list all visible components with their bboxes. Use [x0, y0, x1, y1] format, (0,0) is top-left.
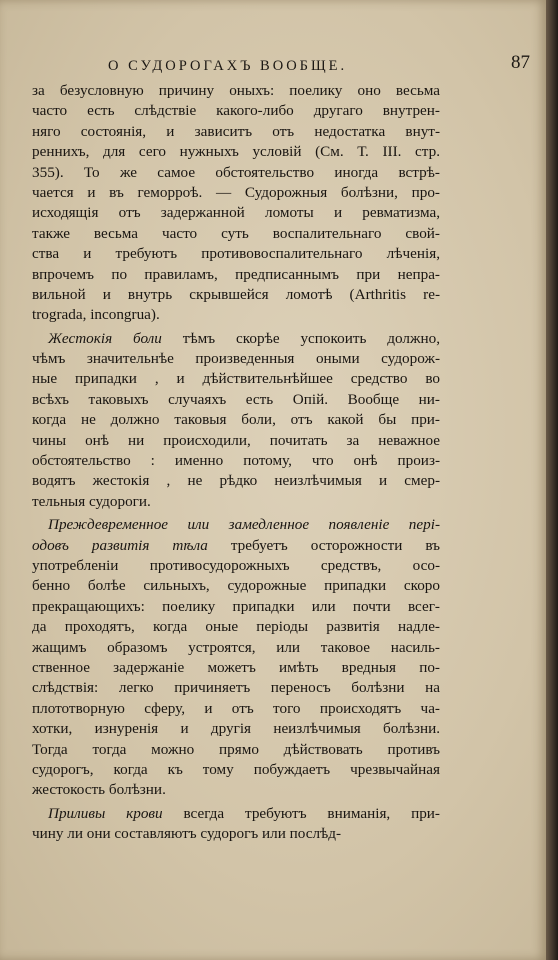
- line-text: впрочемъ по правиламъ, предписаннымъ при непра-: [32, 265, 440, 283]
- text-line: [32, 556, 440, 576]
- line-text: чины онѣ ни происходили, почитать за неважное: [32, 431, 440, 449]
- line-text: чается и въ геморроѣ. — Судорожныя болѣзни, про-: [32, 183, 440, 201]
- line-text: когда не должно таковыя боли, отъ какой бы при-: [32, 411, 440, 429]
- text-line: [32, 122, 440, 142]
- text-line: [32, 760, 440, 780]
- text-line: [32, 515, 440, 535]
- text-line: [32, 369, 440, 389]
- line-text: за безусловную причину оныхъ: поелику оно весьма: [32, 82, 440, 99]
- line-text: вильной и внутрь скрывшейся ломотѣ (Arthritis re-: [32, 285, 440, 303]
- line-text: ственное задержаніе можетъ имѣть вредныя по-: [32, 658, 440, 676]
- text-line: [32, 536, 440, 556]
- line-text: ства и требуютъ противовоспалительнаго лѣченія,: [32, 245, 440, 263]
- page-header: [30, 52, 540, 82]
- line-text: всѣхъ таковыхъ случаяхъ есть Опій. Вообще ни-: [32, 390, 440, 408]
- text-line: [32, 81, 440, 101]
- text-line: [32, 780, 440, 800]
- line-text: да проходятъ, когда оные періоды развитія надле-: [32, 618, 440, 636]
- line-text: жестокость болѣзни.: [32, 781, 166, 799]
- line-text: требуетъ осторожности въ: [207, 536, 440, 554]
- text-line: [32, 678, 440, 698]
- line-text: также весьма часто суть воспалительнаго свой-: [32, 224, 440, 242]
- line-text: водятъ жестокія , не рѣдко неизлѣчимыя и смер-: [32, 472, 440, 490]
- text-line: [32, 431, 440, 451]
- line-text: исходящія отъ задержанной ломоты и ревматизма,: [32, 204, 440, 222]
- text-line: [32, 824, 440, 844]
- line-text: употребленіи противосудорожныхъ средствъ, осо-: [32, 556, 440, 574]
- line-text: слѣдствія: легко причиняетъ переносъ болѣзни на: [32, 679, 440, 697]
- line-text: Тогда тогда можно прямо дѣйствовать противъ: [32, 740, 440, 758]
- page-number: 87: [511, 52, 530, 73]
- book-edge: [546, 0, 558, 960]
- text-line: [32, 658, 440, 678]
- line-text: няго состоянія, и зависитъ отъ недостатка внут-: [32, 122, 440, 140]
- text-line: [32, 492, 440, 512]
- line-text: trograda, incongrua).: [32, 306, 160, 324]
- text-line: [32, 163, 440, 183]
- text-line: [32, 183, 440, 203]
- text-line: [32, 699, 440, 719]
- line-text: тѣмъ скорѣе успокоить должно,: [161, 329, 440, 347]
- text-line: [32, 244, 440, 264]
- text-line: [32, 410, 440, 430]
- line-text: судорогъ, когда къ тому побуждаетъ чрезвычайная: [32, 760, 440, 778]
- line-text: всегда требуютъ вниманія, при-: [162, 804, 440, 822]
- line-text: хотки, изнуренія и другія неизлѣчимыя болѣзни.: [32, 720, 440, 738]
- text-line: [32, 305, 440, 325]
- italic-phrase: Преждевременное или замедленное появленіе пері-: [48, 516, 440, 534]
- line-text: 355). То же самое обстоятельство иногда встрѣ-: [32, 163, 440, 181]
- line-text: чину ли они составляютъ судорогъ или послѣд-: [32, 825, 342, 843]
- text-line: [32, 329, 440, 349]
- text-line: [32, 203, 440, 223]
- text-line: [32, 804, 440, 824]
- line-text: бенно болѣе сильныхъ, судорожные припадки скоро: [32, 577, 440, 595]
- text-line: [32, 265, 440, 285]
- text-line: [32, 390, 440, 410]
- italic-phrase: одовъ развитія тѣла: [32, 536, 208, 554]
- text-line: [32, 597, 440, 617]
- text-line: [32, 285, 440, 305]
- text-line: [32, 101, 440, 121]
- line-text: плототворную сферу, и отъ того происходятъ ча-: [32, 699, 440, 717]
- text-line: [32, 224, 440, 244]
- line-text: тельныя судороги.: [32, 492, 151, 510]
- text-line: [32, 740, 440, 760]
- line-text: жащимъ образомъ устроятся, или таковое насиль-: [32, 638, 440, 656]
- text-line: [32, 451, 440, 471]
- running-title: О СУДОРОГАХЪ ВООБЩЕ.: [108, 58, 348, 74]
- line-text: часто есть слѣдствіе какого-либо другаго внутрен-: [32, 102, 440, 120]
- line-text: реннихъ, для сего нужныхъ условій (См. Т. III. стр.: [32, 143, 440, 161]
- line-text: прекращающихъ: поелику припадки или почти всег-: [32, 597, 440, 615]
- body-text: [32, 81, 440, 844]
- text-line: [32, 638, 440, 658]
- line-text: чѣмъ значительнѣе произведенныя оными судорож-: [32, 350, 440, 368]
- text-line: [32, 142, 440, 162]
- text-line: [32, 719, 440, 739]
- line-text: обстоятельство : именно потому, что онѣ произ-: [32, 452, 440, 470]
- text-line: [32, 576, 440, 596]
- text-line: [32, 349, 440, 369]
- text-line: [32, 617, 440, 637]
- line-text: ные припадки , и дѣйствительнѣйшее средство во: [32, 370, 440, 388]
- text-line: [32, 471, 440, 491]
- italic-phrase: Приливы крови: [48, 804, 163, 822]
- italic-phrase: Жестокія боли: [48, 329, 162, 347]
